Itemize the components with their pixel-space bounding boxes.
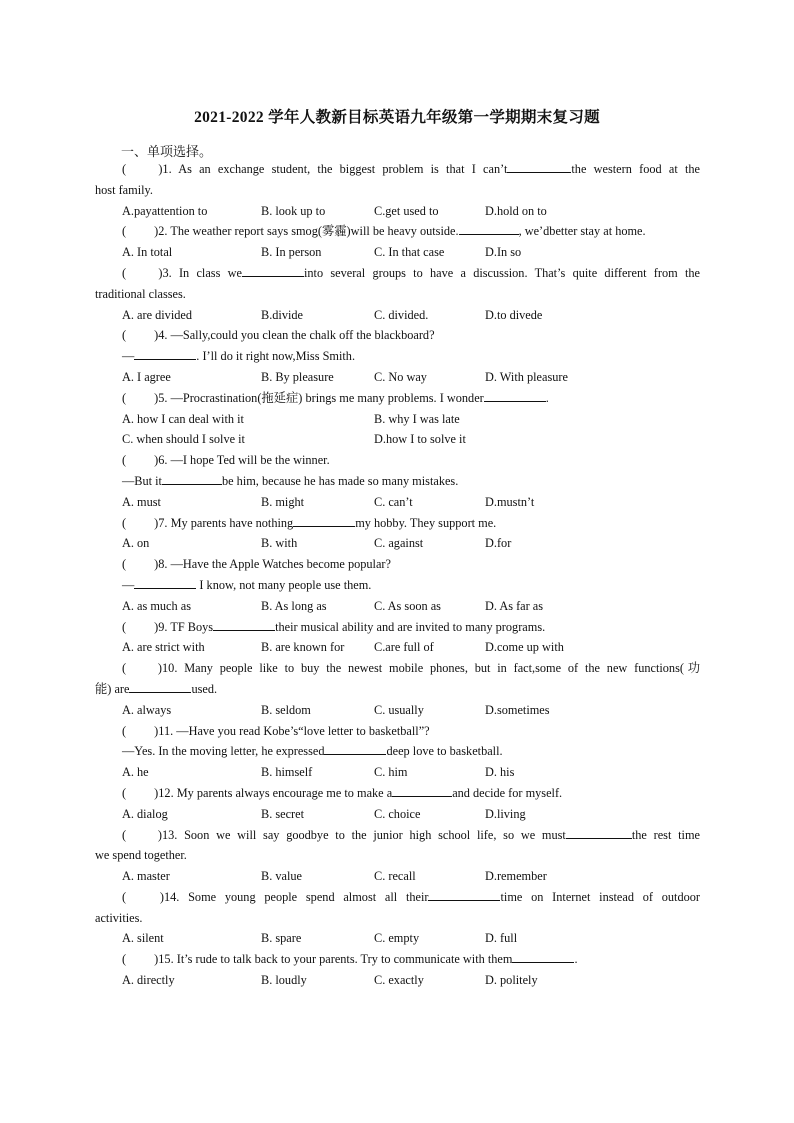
answer-blank [507, 159, 571, 173]
options-11: A. he B. himself C. him D. his [122, 765, 515, 780]
options-6: A. must B. might C. can’t D.mustn’t [122, 494, 535, 509]
question-10-cont: 能) are used. [95, 679, 700, 700]
question-1-cont: host family. [95, 182, 153, 197]
question-4-answer-line: — . I’ll do it right now,Miss Smith. [95, 346, 700, 367]
question-6-answer-line: —But it be him, because he has made so many mistakes. [95, 471, 700, 492]
options-1: A.payattention to B. look up to C.get used to D.hold on to [122, 203, 547, 218]
options-9: A. are strict with B. are known for C.are full of D.come up with [122, 640, 564, 655]
question-2: ( )2. The weather report says smog(雾霾)will be heavy outside. , we’dbetter stay at home. [95, 221, 700, 242]
question-6: ( )6. —I hope Ted will be the winner. [122, 453, 330, 468]
page-title: 2021-2022 学年人教新目标英语九年级第一学期期末复习题 [194, 109, 600, 126]
question-11: ( )11. —Have you read Kobe’s“love letter to basketball”? [122, 723, 430, 738]
answer-blank [566, 825, 632, 839]
question-3-cont: traditional classes. [95, 286, 186, 301]
question-4: ( )4. —Sally,could you clean the chalk off the blackboard? [122, 328, 435, 343]
answer-blank [324, 741, 386, 755]
question-5: ( )5. —Procrastination(拖延症) brings me many problems. I wonder . [95, 388, 700, 409]
question-15: ( )15. It’s rude to talk back to your parents. Try to communicate with them . [95, 949, 700, 970]
question-8: ( )8. —Have the Apple Watches become popular? [122, 557, 391, 572]
question-13-cont: we spend together. [95, 848, 187, 863]
question-14-cont: activities. [95, 910, 143, 925]
answer-blank [213, 617, 275, 631]
question-11-answer-line: —Yes. In the moving letter, he expressed deep love to basketball. [95, 741, 700, 762]
options-7: A. on B. with C. against D.for [122, 536, 512, 551]
answer-blank [242, 263, 304, 277]
options-15: A. directly B. loudly C. exactly D. politely [122, 973, 538, 988]
options-8: A. as much as B. As long as C. As soon as D. As far as [122, 598, 544, 613]
options-13: A. master B. value C. recall D.remember [122, 869, 547, 884]
options-10: A. always B. seldom C. usually D.sometimes [122, 702, 550, 717]
answer-blank [293, 513, 355, 527]
options-4: A. I agree B. By pleasure C. No way D. With pleasure [122, 369, 568, 384]
question-13: ( )13. Soon we will say goodbye to the junior high school life, so we must the rest time [95, 825, 700, 846]
question-1: ( )1. As an exchange student, the biggest problem is that I can’t the western food at the [95, 159, 700, 180]
question-3: ( )3. In class we into several groups to have a discussion. That’s quite different from the [95, 263, 700, 284]
question-7: ( )7. My parents have nothing my hobby. They support me. [95, 513, 700, 534]
question-9: ( )9. TF Boys their musical ability and are invited to many programs. [95, 617, 700, 638]
answer-blank [162, 471, 222, 485]
question-8-answer-line: — I know, not many people use them. [95, 575, 700, 596]
answer-blank [459, 221, 519, 235]
answer-blank [428, 887, 500, 901]
answer-blank [512, 949, 574, 963]
options-5a: A. how I can deal with it B. why I was late [122, 411, 460, 426]
options-12: A. dialog B. secret C. choice D.living [122, 806, 526, 821]
answer-blank [129, 679, 191, 693]
answer-blank [392, 783, 452, 797]
question-14: ( )14. Some young people spend almost all their time on Internet instead of outdoor [95, 887, 700, 908]
answer-blank [134, 346, 196, 360]
question-12: ( )12. My parents always encourage me to make a and decide for myself. [95, 783, 700, 804]
options-3: A. are divided B.divide C. divided. D.to divede [122, 307, 543, 322]
answer-blank [134, 575, 196, 589]
options-2: A. In total B. In person C. In that case D.In so [122, 245, 522, 260]
question-list [95, 159, 700, 991]
options-14: A. silent B. spare C. empty D. full [122, 931, 518, 946]
section-heading: 一、单项选择。 [121, 144, 213, 159]
answer-blank [484, 388, 546, 402]
options-5b: C. when should I solve it D.how I to solve it [122, 432, 466, 447]
question-10: ( )10. Many people like to buy the newest mobile phones, but in fact,some of the new functions(功 [122, 661, 700, 676]
